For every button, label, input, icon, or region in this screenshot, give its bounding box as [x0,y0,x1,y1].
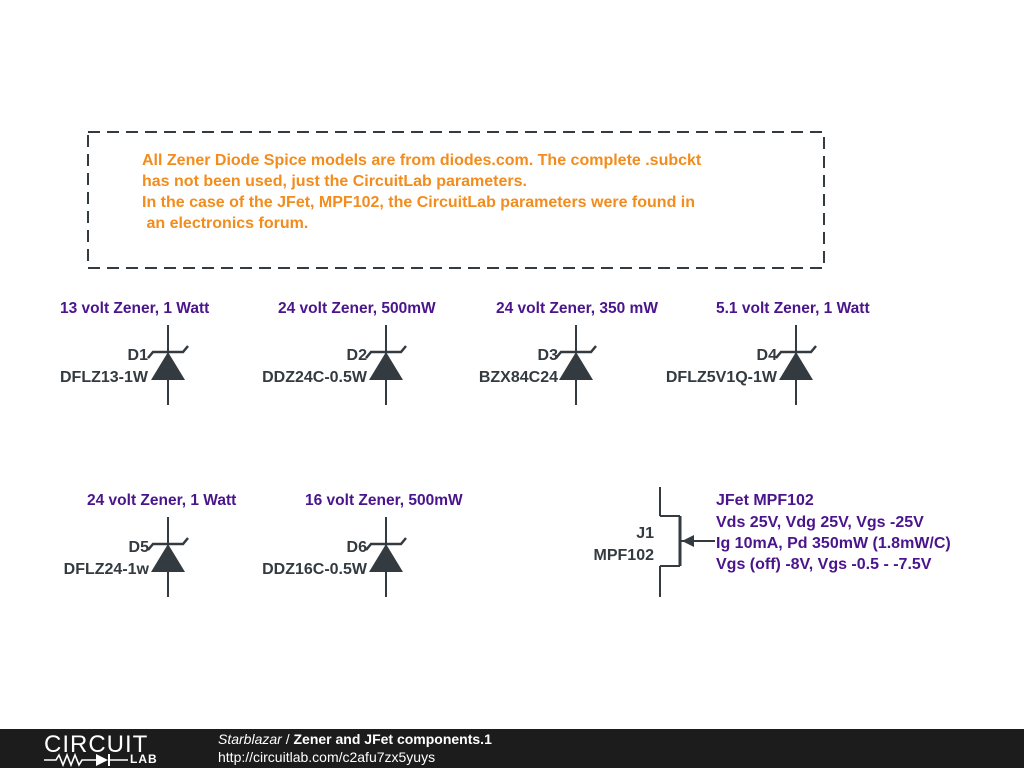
zener-title-d1: 13 volt Zener, 1 Watt [60,300,210,317]
zener-title-d5: 24 volt Zener, 1 Watt [87,492,237,509]
jfet-ref: J1 [636,525,654,542]
jfet-spec-line: Vds 25V, Vdg 25V, Vgs -25V [716,514,924,531]
jfet-symbol[interactable] [660,487,715,597]
jfet-spec-line: Ig 10mA, Pd 350mW (1.8mW/C) [716,535,951,552]
zener-diode-d3[interactable] [556,325,596,405]
zener-part-d5: DFLZ24-1w [63,561,149,578]
circuitlab-logo-text[interactable]: CIRCUIT [44,731,149,758]
zener-ref-d4: D4 [756,347,777,364]
zener-part-d4: DFLZ5V1Q-1W [665,369,777,386]
attribution-separator: / [281,731,294,747]
circuit-url-link[interactable]: http://circuitlab.com/c2afu7zx5yuys [218,749,436,765]
circuit-attribution [218,731,492,748]
zener-ref-d2: D2 [346,347,367,364]
zener-title-d6: 16 volt Zener, 500mW [305,492,463,509]
footer-bar [0,729,1024,768]
zener-title-d3: 24 volt Zener, 350 mW [496,300,658,317]
zener-diode-d5[interactable] [148,517,188,597]
zener-part-d6: DDZ16C-0.5W [262,561,367,578]
schematic-note: All Zener Diode Spice models are from diodes.com. The complete .subckt has not been used, just the CircuitLab parameters. In the case of the JFet, MPF102, the CircuitLab parameters were found in an electronics forum. [142,152,702,232]
zener-part-d2: DDZ24C-0.5W [262,369,367,386]
author-link[interactable]: Starblazar [218,731,282,747]
zener-diode-d6[interactable] [366,517,406,597]
zener-diode-d1[interactable] [148,325,188,405]
resistor-diode-logo-icon [44,753,130,767]
zener-ref-d3: D3 [537,347,558,364]
zener-title-d2: 24 volt Zener, 500mW [278,300,436,317]
zener-part-d3: BZX84C24 [478,369,558,386]
zener-ref-d1: D1 [127,347,148,364]
zener-diode-d4[interactable] [776,325,816,405]
zener-ref-d5: D5 [128,539,149,556]
zener-diode-d2[interactable] [366,325,406,405]
zener-part-d1: DFLZ13-1W [60,369,148,386]
jfet-spec-line: Vgs (off) -8V, Vgs -0.5 - -7.5V [716,556,932,573]
jfet-spec-line: JFet MPF102 [716,492,814,509]
zener-ref-d6: D6 [346,539,367,556]
circuitlab-logo-subtext: LAB [130,752,158,766]
circuit-name: Zener and JFet components.1 [293,731,492,747]
jfet-part: MPF102 [593,547,654,564]
zener-title-d4: 5.1 volt Zener, 1 Watt [716,300,870,317]
